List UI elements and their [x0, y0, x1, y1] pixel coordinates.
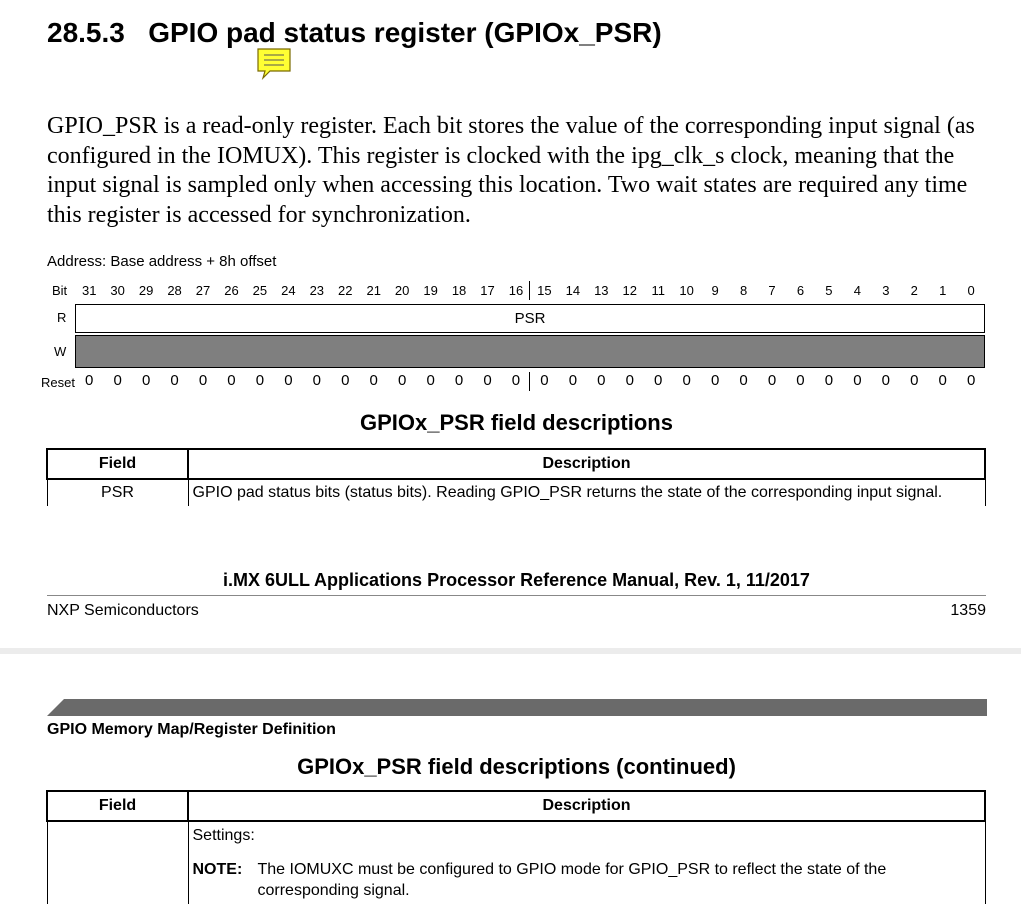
reset-bit-value: 0 [597, 372, 606, 389]
reset-halfword-divider [529, 372, 530, 391]
bit-number: 20 [394, 283, 410, 298]
footer-rule [47, 595, 986, 596]
footer-company: NXP Semiconductors [47, 602, 199, 619]
settings-label: Settings: [192, 827, 255, 844]
reset-bit-value: 0 [483, 372, 492, 389]
reset-bit-value: 0 [568, 372, 578, 389]
description-column-header: Description [188, 791, 985, 821]
note-block [193, 859, 981, 901]
note-text: The IOMUXC must be configured to GPIO mode for GPIO_PSR to reflect the state of the corresponding signal. [257, 861, 887, 899]
bit-number: 9 [711, 283, 719, 298]
reset-bit-value: 0 [824, 372, 834, 389]
bit-row-label: Bit [52, 283, 68, 298]
page-header-band [47, 699, 987, 721]
running-section-header: GPIO Memory Map/Register Definition [47, 721, 336, 738]
field-column-header: Field [47, 449, 188, 479]
bit-number: 22 [338, 283, 353, 298]
table-row [47, 821, 985, 904]
reset-bit-value: 0 [739, 372, 748, 389]
halfword-divider [529, 281, 530, 300]
bit-number: 0 [967, 283, 975, 298]
write-row-reserved [75, 335, 985, 368]
bit-number: 24 [281, 283, 296, 298]
note-label: NOTE: [192, 861, 243, 878]
reset-bit-value: 0 [426, 372, 435, 389]
reset-bit-value: 0 [682, 372, 691, 389]
reset-bit-value: 0 [511, 372, 521, 389]
bit-number: 16 [508, 283, 524, 298]
read-row-label: R [57, 310, 67, 325]
field-description-table-continued [46, 790, 986, 904]
bit-number: 18 [451, 283, 467, 298]
bit-number: 28 [167, 283, 182, 298]
reset-bit-value: 0 [369, 372, 378, 389]
field-description-table [46, 448, 986, 506]
bit-number: 29 [138, 283, 154, 298]
page-number: 1359 [950, 602, 986, 619]
reset-bit-value: 0 [255, 372, 265, 389]
reset-bit-value: 0 [654, 372, 663, 389]
reset-bit-value: 0 [113, 372, 122, 389]
reset-bit-value: 0 [85, 372, 94, 389]
bit-number: 10 [679, 283, 694, 298]
reset-bit-value: 0 [853, 372, 862, 389]
bit-number: 30 [110, 283, 125, 298]
table-header-row [47, 791, 985, 821]
field-name-cell [47, 821, 188, 904]
table-row [47, 479, 985, 506]
bit-number: 13 [594, 283, 609, 298]
reset-bit-value: 0 [397, 372, 407, 389]
section-title: GPIO pad status register (GPIOx_PSR) [148, 17, 662, 48]
bit-number: 8 [739, 283, 748, 298]
reset-bit-value: 0 [227, 372, 236, 389]
reset-bit-value: 0 [966, 372, 976, 389]
bit-number: 21 [366, 283, 381, 298]
bit-number: 19 [423, 283, 438, 298]
body-paragraph: GPIO_PSR is a read-only register. Each bit stores the value of the corresponding input signal (as configured in the IOMUX). This register is clocked with the ipg_clk_s clock, meaning that the input signal is sampled only when accessing this location. Two wait states are required any time this register is accessed for synchronization. [47, 113, 975, 228]
bit-number: 14 [565, 283, 581, 298]
bit-number: 5 [825, 283, 833, 298]
reset-bit-value: 0 [710, 372, 720, 389]
reset-bit-value: 0 [312, 372, 321, 389]
reset-bit-value: 0 [341, 372, 350, 389]
section-heading [47, 14, 662, 52]
bit-number: 25 [252, 283, 268, 298]
reset-bit-value: 0 [910, 372, 919, 389]
reset-row-label: Reset [41, 375, 75, 390]
section-number: 28.5.3 [47, 17, 125, 48]
reset-bit-value: 0 [454, 372, 464, 389]
speech-bubble-comment-icon[interactable] [255, 46, 293, 80]
bit-number: 3 [882, 283, 890, 298]
continued-table-title: GPIOx_PSR field descriptions (continued) [297, 754, 736, 779]
page-separator [0, 648, 1021, 654]
register-address: Address: Base address + 8h offset [47, 253, 277, 270]
field-description-cell [188, 821, 985, 904]
field-name-cell: PSR [47, 479, 188, 506]
bit-number: 31 [81, 283, 97, 298]
reset-bit-value: 0 [540, 372, 549, 389]
bit-number: 11 [651, 283, 665, 298]
bit-number: 23 [309, 283, 325, 298]
bit-number: 27 [195, 283, 211, 298]
reset-bit-value: 0 [938, 372, 947, 389]
reset-bit-value: 0 [284, 372, 293, 389]
write-row-label: W [54, 344, 67, 359]
bit-number: 6 [796, 283, 805, 298]
reset-bit-value: 0 [141, 372, 151, 389]
field-column-header: Field [47, 791, 188, 821]
reset-bit-value: 0 [198, 372, 208, 389]
reset-bit-value: 0 [767, 372, 777, 389]
reset-bit-value: 0 [625, 372, 634, 389]
reset-bit-value: 0 [881, 372, 890, 389]
field-description-cell: GPIO pad status bits (status bits). Reading GPIO_PSR returns the state of the corresponding input signal. [188, 479, 985, 506]
description-column-header: Description [188, 449, 985, 479]
bit-number: 26 [224, 283, 239, 298]
manual-title: i.MX 6ULL Applications Processor Reference Manual, Rev. 1, 11/2017 [223, 570, 810, 590]
reset-bit-value: 0 [170, 372, 179, 389]
bit-number: 7 [768, 283, 776, 298]
table-header-row [47, 449, 985, 479]
bit-number: 2 [910, 283, 918, 298]
field-table-title: GPIOx_PSR field descriptions [360, 410, 673, 435]
bit-number: 12 [622, 283, 637, 298]
bit-number: 4 [853, 283, 861, 298]
bit-number: 15 [537, 283, 552, 298]
psr-read-field: PSR [75, 304, 985, 333]
bit-number: 17 [480, 283, 495, 298]
bit-number: 1 [939, 283, 947, 298]
reset-bit-value: 0 [796, 372, 805, 389]
